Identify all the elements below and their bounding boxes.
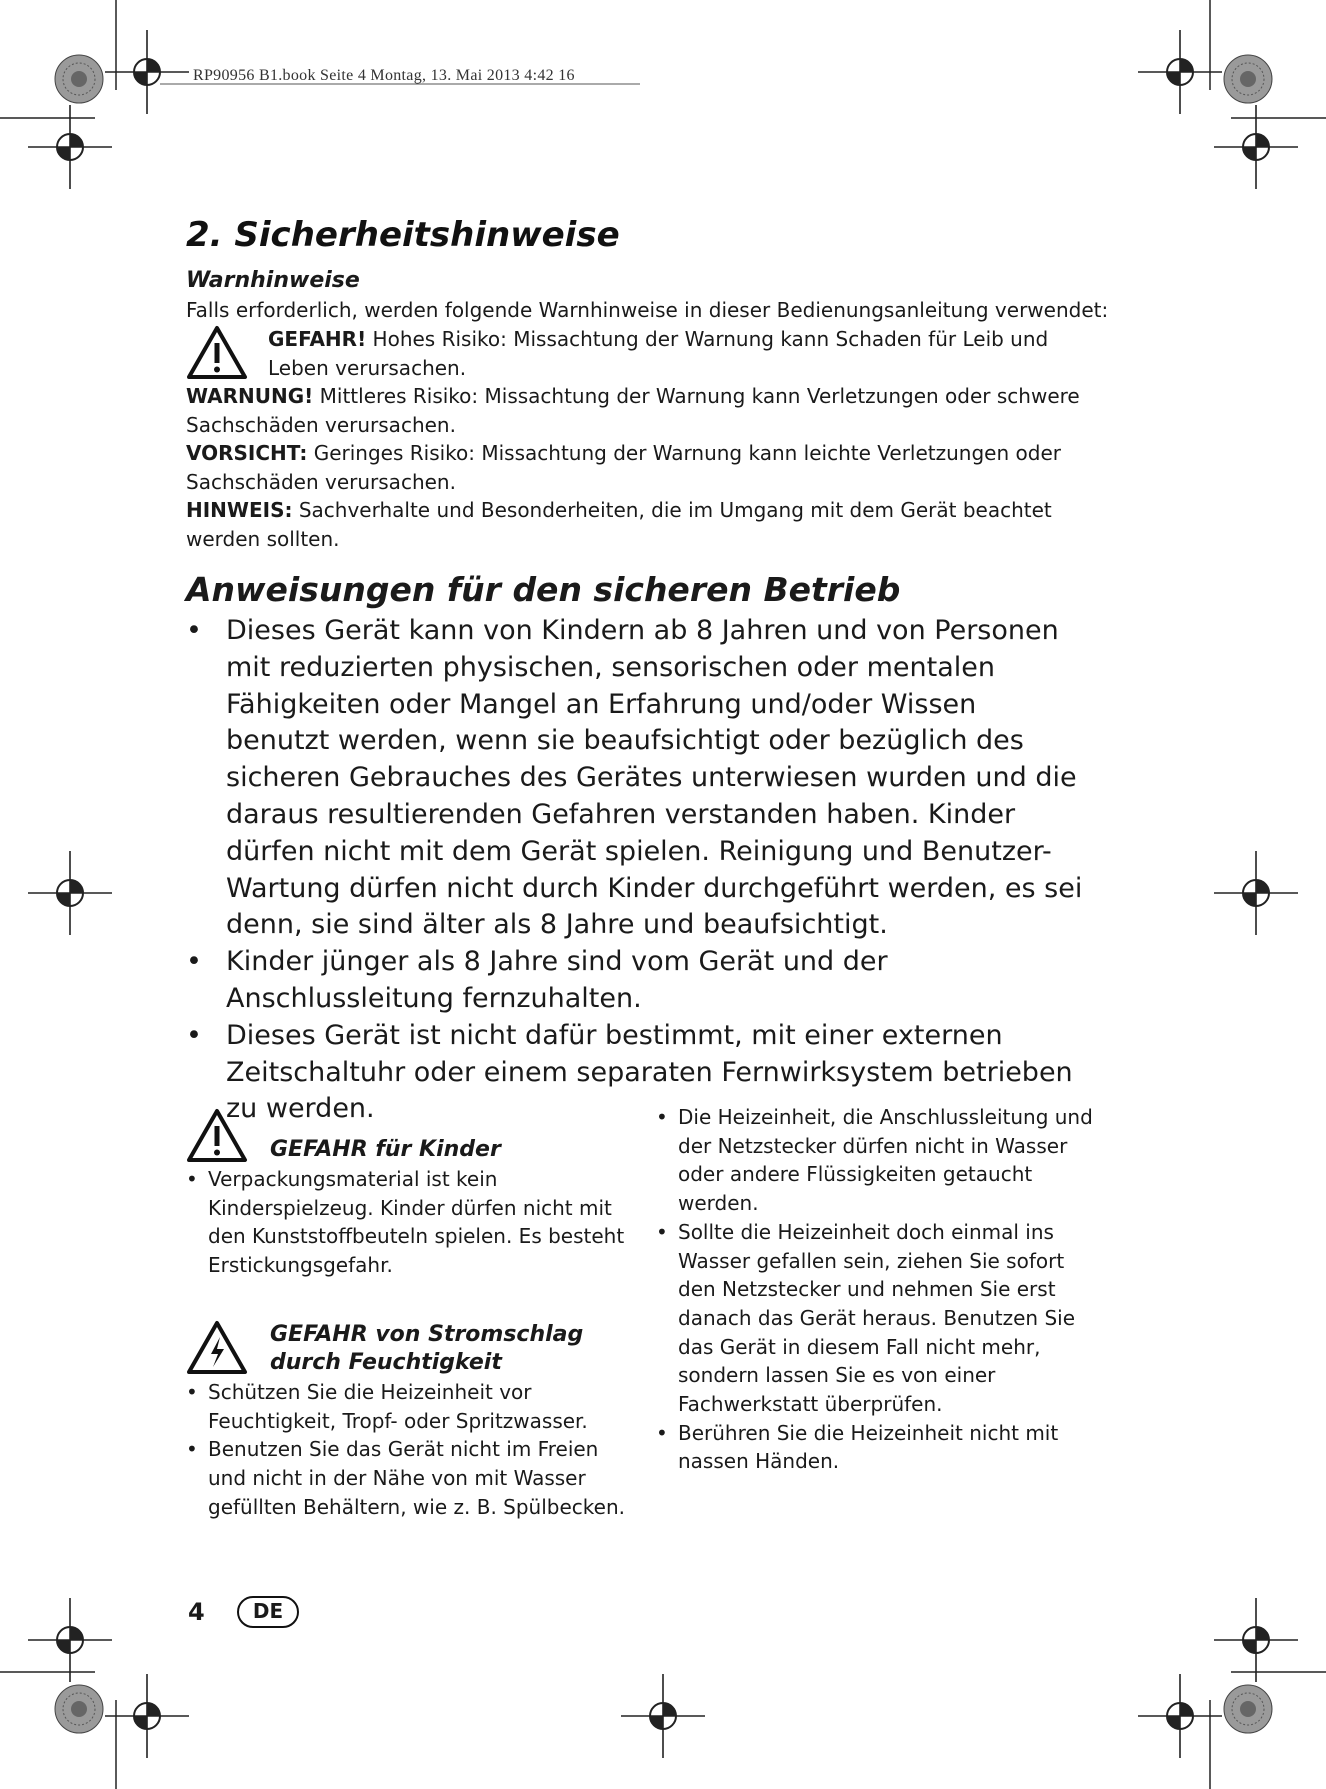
warning-triangle-icon [186, 1108, 248, 1163]
list-item: • Verpackungsmaterial ist kein Kinderspielzeug. Kinder dürfen nicht mit den Kunststoffbeuteln spielen. Es besteht Erstickungsgefahr. [186, 1165, 636, 1280]
gefahr-label: GEFAHR! [268, 327, 367, 351]
gefahr-text: Hohes Risiko: Missachtung der Warnung kann Schaden für Leib und Leben verursachen. [268, 327, 1049, 380]
list-item: • Benutzen Sie das Gerät nicht im Freien und nicht in der Nähe von mit Wasser gefüllten Behältern, wie z. B. Spülbecken. [186, 1435, 636, 1521]
safe-operation-title: Anweisungen für den sicheren Betrieb [186, 570, 901, 609]
danger-electric-list [186, 1378, 636, 1522]
danger-electric-title-line1: GEFAHR von Stromschlag [270, 1322, 584, 1347]
list-item: • Dieses Gerät kann von Kindern ab 8 Jahren und von Personen mit reduzierten physischen, sensorischen oder mentalen Fähigkeiten oder Mangel an Erfahrung und/oder Wissen benutzt werden, wenn sie beaufsichtigt oder bezüglich des sicheren Gebrauches des Gerätes unterwiesen wurden und die daraus resultierenden Gefahren verstanden haben. Kinder dürfen nicht mit dem Gerät spielen. Reinigung und Benutzer-Wartung dürfen nicht durch Kinder durchgeführt werden, es sei denn, sie sind älter als 8 Jahre und beaufsichtigt. [186, 613, 1086, 944]
hinweis-label: HINWEIS: [186, 498, 293, 522]
vorsicht-text: Geringes Risiko: Missachtung der Warnung kann leichte Verletzungen oder Sachschäden verursachen. [186, 441, 1061, 494]
right-column-list [656, 1103, 1106, 1476]
list-item: • Die Heizeinheit, die Anschlussleitung und der Netzstecker dürfen nicht in Wasser oder andere Flüssigkeiten getaucht werden. [656, 1103, 1106, 1218]
warnings-intro: Falls erforderlich, werden folgende Warnhinweise in dieser Bedienungsanleitung verwendet: [186, 298, 1109, 322]
warning-triangle-icon [186, 325, 248, 380]
list-item: • Schützen Sie die Heizeinheit vor Feuchtigkeit, Tropf- oder Spritzwasser. [186, 1378, 636, 1435]
list-item: • Dieses Gerät ist nicht dafür bestimmt, mit einer externen Zeitschaltuhr oder einem separaten Fernwirksystem betrieben zu werden. [186, 1018, 1086, 1128]
list-item: • Kinder jünger als 8 Jahre sind vom Gerät und der Anschlussleitung fernzuhalten. [186, 944, 1086, 1018]
warnung-label: WARNUNG! [186, 384, 314, 408]
country-badge: DE [237, 1596, 299, 1628]
warnung-text: Mittleres Risiko: Missachtung der Warnung kann Verletzungen oder schwere Sachschäden verursachen. [186, 384, 1080, 437]
vorsicht-label: VORSICHT: [186, 441, 308, 465]
danger-electric-title-line2: durch Feuchtigkeit [270, 1350, 502, 1375]
list-item: • Sollte die Heizeinheit doch einmal ins Wasser gefallen sein, ziehen Sie sofort den Netzstecker und nehmen Sie erst danach das Gerät heraus. Benutzen Sie das Gerät in diesem Fall nicht mehr, sondern lassen Sie es von einer Fachwerkstatt überprüfen. [656, 1218, 1106, 1419]
hinweis-definition [186, 496, 1106, 553]
hinweis-text: Sachverhalte und Besonderheiten, die im Umgang mit dem Gerät beachtet werden sollten. [186, 498, 1052, 551]
warnung-definition [186, 382, 1106, 439]
safe-operation-list [186, 613, 1086, 1128]
danger-children-title: GEFAHR für Kinder [270, 1137, 501, 1162]
vorsicht-definition [186, 439, 1106, 496]
print-header: RP90956 B1.book Seite 4 Montag, 13. Mai 2013 4:42 16 [193, 67, 575, 84]
gefahr-definition [268, 325, 1106, 382]
section-title: 2. Sicherheitshinweise [186, 215, 620, 255]
list-item: • Berühren Sie die Heizeinheit nicht mit nassen Händen. [656, 1419, 1106, 1476]
page-number: 4 [188, 1598, 205, 1626]
electric-warning-triangle-icon [186, 1320, 248, 1375]
danger-children-list [186, 1165, 636, 1280]
warnings-subtitle: Warnhinweise [186, 268, 360, 293]
